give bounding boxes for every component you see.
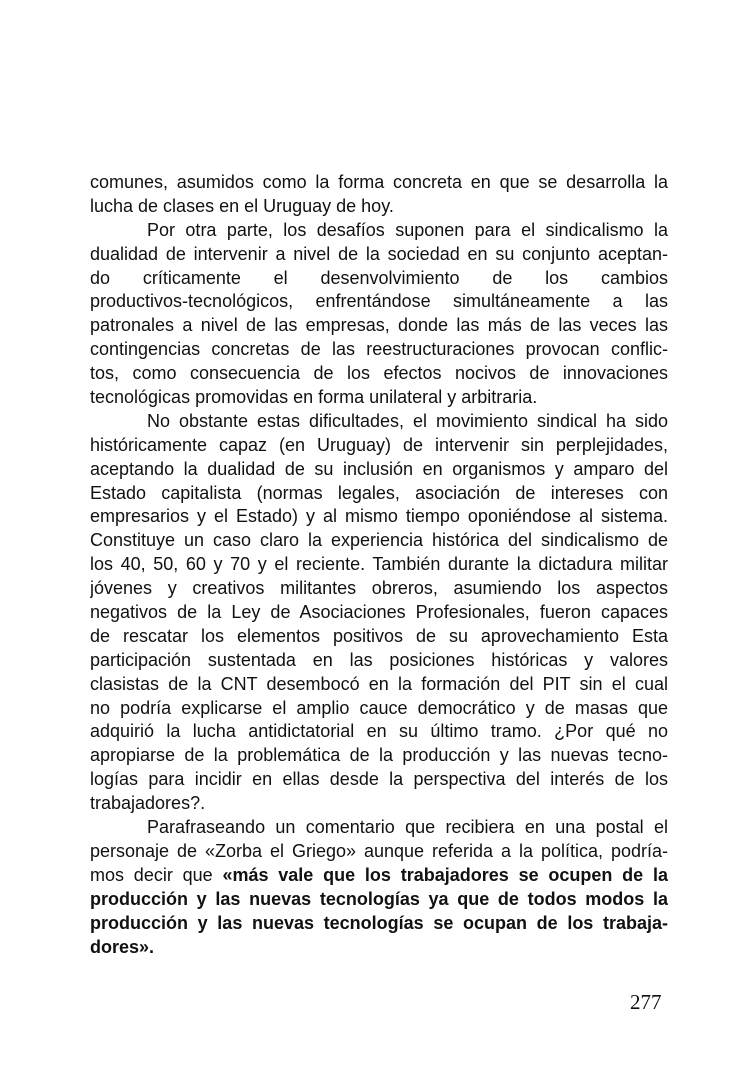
text-line — [90, 505, 668, 529]
text-line — [90, 768, 668, 792]
text-segment: tos, como consecuencia de los efectos nocivos de innovaciones — [90, 363, 668, 384]
text-line — [90, 840, 668, 864]
text-segment: mos decir que — [90, 864, 223, 885]
text-segment: logías para incidir en ellas desde la perspectiva del interés de los — [90, 769, 668, 790]
text-line — [90, 314, 668, 338]
body-text — [90, 171, 668, 959]
text-segment: Estado capitalista (normas legales, asociación de intereses con — [90, 482, 668, 503]
text-segment: Por otra parte, los desafíos suponen para el sindicalismo la — [147, 219, 668, 240]
text-segment: patronales a nivel de las empresas, donde las más de las veces las — [90, 315, 668, 336]
text-segment: no podría explicarse el amplio cauce democrático y de masas que — [90, 697, 668, 718]
text-segment: empresarios y el Estado) y al mismo tiempo oponiéndose al sistema. — [90, 506, 668, 527]
text-line — [90, 864, 668, 888]
text-line — [90, 219, 668, 243]
bold-text: dores». — [90, 936, 155, 957]
text-line — [90, 434, 668, 458]
text-line — [90, 697, 668, 721]
text-line — [90, 601, 668, 625]
text-line — [90, 912, 668, 936]
bold-text: producción y las nuevas tecnologías ya que de todos modos la — [90, 888, 668, 909]
text-segment: dualidad de intervenir a nivel de la sociedad en su conjunto aceptan- — [90, 243, 668, 264]
text-line — [90, 888, 668, 912]
text-segment: productivos-tecnológicos, enfrentándose simultáneamente a las — [90, 291, 668, 312]
text-line — [90, 410, 668, 434]
text-line — [90, 529, 668, 553]
text-line — [90, 386, 668, 410]
text-segment: No obstante estas dificultades, el movimiento sindical ha sido — [147, 410, 668, 431]
text-segment: do críticamente el desenvolvimiento de los cambios — [90, 267, 668, 288]
text-line — [90, 267, 668, 291]
text-segment: lucha de clases en el Uruguay de hoy. — [90, 195, 394, 216]
text-line — [90, 243, 668, 267]
text-line — [90, 553, 668, 577]
text-line — [90, 171, 668, 195]
bold-text: producción y las nuevas tecnologías se ocupan de los trabaja- — [90, 912, 668, 933]
text-line — [90, 577, 668, 601]
text-line — [90, 720, 668, 744]
text-line — [90, 816, 668, 840]
text-segment: apropiarse de la problemática de la producción y las nuevas tecno- — [90, 745, 668, 766]
text-segment: clasistas de la CNT desembocó en la formación del PIT sin el cual — [90, 673, 668, 694]
text-line — [90, 792, 668, 816]
text-segment: los 40, 50, 60 y 70 y el reciente. También durante la dictadura militar — [90, 554, 668, 575]
text-segment: Constituye un caso claro la experiencia histórica del sindicalismo de — [90, 530, 668, 551]
text-segment: de rescatar los elementos positivos de su aprovechamiento Esta — [90, 625, 668, 646]
text-line — [90, 290, 668, 314]
text-segment: comunes, asumidos como la forma concreta en que se desarrolla la — [90, 172, 668, 192]
text-line — [90, 936, 668, 960]
text-line — [90, 362, 668, 386]
text-segment: participación sustentada en las posiciones históricas y valores — [90, 649, 668, 670]
text-segment: históricamente capaz (en Uruguay) de intervenir sin perplejidades, — [90, 434, 668, 455]
text-line — [90, 744, 668, 768]
text-segment: Parafraseando un comentario que recibiera en una postal el — [147, 817, 668, 838]
text-line — [90, 338, 668, 362]
text-segment: aceptando la dualidad de su inclusión en organismos y amparo del — [90, 458, 668, 479]
text-segment: jóvenes y creativos militantes obreros, asumiendo los aspectos — [90, 578, 668, 599]
text-line — [90, 649, 668, 673]
text-line — [90, 195, 668, 219]
page-number: 277 — [630, 990, 662, 1014]
text-segment: negativos de la Ley de Asociaciones Profesionales, fueron capaces — [90, 602, 668, 623]
text-line — [90, 673, 668, 697]
bold-text: «más vale que los trabajadores se ocupen de la — [222, 864, 668, 885]
text-line — [90, 458, 668, 482]
text-segment: contingencias concretas de las reestructuraciones provocan conflic- — [90, 339, 668, 360]
text-segment: trabajadores?. — [90, 793, 206, 814]
text-segment: adquirió la lucha antidictatorial en su último tramo. ¿Por qué no — [90, 721, 668, 742]
text-line — [90, 625, 668, 649]
text-line — [90, 482, 668, 506]
text-segment: personaje de «Zorba el Griego» aunque referida a la política, podría- — [90, 840, 668, 861]
text-segment: tecnológicas promovidas en forma unilateral y arbitraria. — [90, 387, 538, 408]
